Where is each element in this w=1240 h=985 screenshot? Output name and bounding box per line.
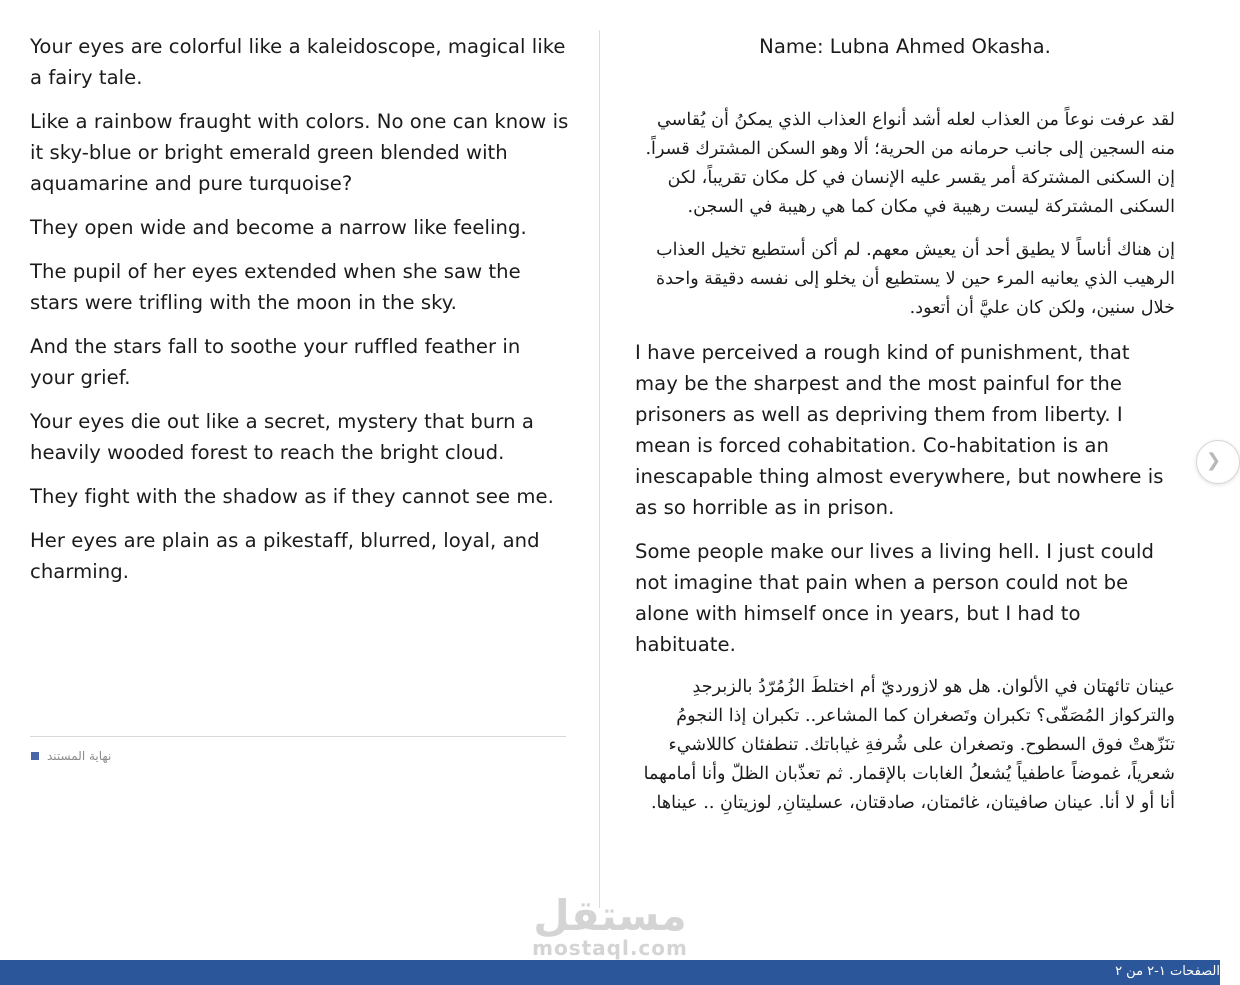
arabic-paragraph-2: إن هناك أناساً لا يطيق أحد أن يعيش معهم. لم أكن أستطيع تخيل العذاب الرهيب الذي يعانيه المرء حين لا يستطيع أن يخلو إلى نفسه دقيقة واحدة خلال سنين، ولكن كان عليَّ أن أتعود. bbox=[656, 240, 1175, 318]
watermark-logo-latin: mostaql.com bbox=[532, 936, 688, 960]
chevron-right-icon: ❯ bbox=[1206, 450, 1222, 471]
english-paragraph-1: I have perceived a rough kind of punishment, that may be the sharpest and the most painful for the prisoners as well as depriving them from liberty. I mean is forced cohabitation. Co-habitation is an inescapable thing almost everywhere, but nowhere is as so horrible as in prison. bbox=[635, 341, 1164, 519]
poem-line-3: They open wide and become a narrow like feeling. bbox=[30, 216, 527, 239]
end-of-document-divider bbox=[30, 736, 566, 737]
end-of-document-label: نهاية المستند bbox=[47, 749, 112, 763]
poem-line-5: And the stars fall to soothe your ruffled feather in your grief. bbox=[30, 335, 521, 389]
watermark bbox=[530, 891, 690, 960]
poem-line-7: They fight with the shadow as if they cannot see me. bbox=[30, 485, 554, 508]
right-column bbox=[635, 31, 1175, 832]
poem-line-4: The pupil of her eyes extended when she saw the stars were trifling with the moon in the sky. bbox=[30, 260, 521, 314]
status-bar bbox=[0, 960, 1220, 985]
page-count-indicator[interactable]: الصفحات ١-٢ من ٢ bbox=[1115, 964, 1220, 979]
square-icon bbox=[31, 752, 39, 760]
end-of-document-marker bbox=[31, 749, 111, 763]
right-page bbox=[600, 0, 1220, 960]
next-page-button[interactable] bbox=[1196, 440, 1240, 484]
poem-line-2: Like a rainbow fraught with colors. No one can know is it sky-blue or bright emerald green blended with aquamarine and pure turquoise? bbox=[30, 110, 569, 195]
poem-line-6: Your eyes die out like a secret, mystery that burn a heavily wooded forest to reach the bright cloud. bbox=[30, 410, 534, 464]
poem-line-8: Her eyes are plain as a pikestaff, blurred, loyal, and charming. bbox=[30, 529, 540, 583]
author-name-title: Name: Lubna Ahmed Okasha. bbox=[759, 35, 1051, 58]
watermark-logo-arabic: مستقل bbox=[533, 891, 687, 940]
arabic-paragraph-3: عينان تائهتان في الألوان. هل هو لازورديّ أم اختلطَ الزُمُرّدُ بالزبرجدِ والتركواز المُصَفّى؟ تكبران وتَصغران كما المشاعر.. تكبران إذا النجومُ تنَزّهتْ فوق السطوح. وتصغران على شُرفةِ غياباتك. تنطفئان كاللاشيء شعرياً، غموضاً عاطفياً يُشعلُ الغابات بالإقمار. ثم تعذّبان الظلّ وأنا أمامهما أنا أو لا أنا. عينان صافيتان، غائمتان، صادقتان، عسليتانِ, لوزيتانِ .. عيناها. bbox=[643, 677, 1175, 813]
arabic-paragraph-1: لقد عرفت نوعاً من العذاب لعله أشد أنواع العذاب الذي يمكنُ أن يُقاسي منه السجين إلى جانب حرمانه من الحرية؛ ألا وهو السكن المشترك قسراً. إن السكنى المشتركة أمر يقسر عليه الإنسان في كل مكان تقريباً، لكن السكنى المشتركة ليست رهيبة في مكان كما هي رهيبة في السجن. bbox=[645, 110, 1175, 217]
english-paragraph-2: Some people make our lives a living hell. I just could not imagine that pain when a person could not be alone with himself once in years, but I had to habituate. bbox=[635, 540, 1154, 656]
left-page bbox=[0, 0, 599, 960]
poem-line-1: Your eyes are colorful like a kaleidoscope, magical like a fairy tale. bbox=[30, 35, 566, 89]
left-column bbox=[30, 31, 570, 600]
